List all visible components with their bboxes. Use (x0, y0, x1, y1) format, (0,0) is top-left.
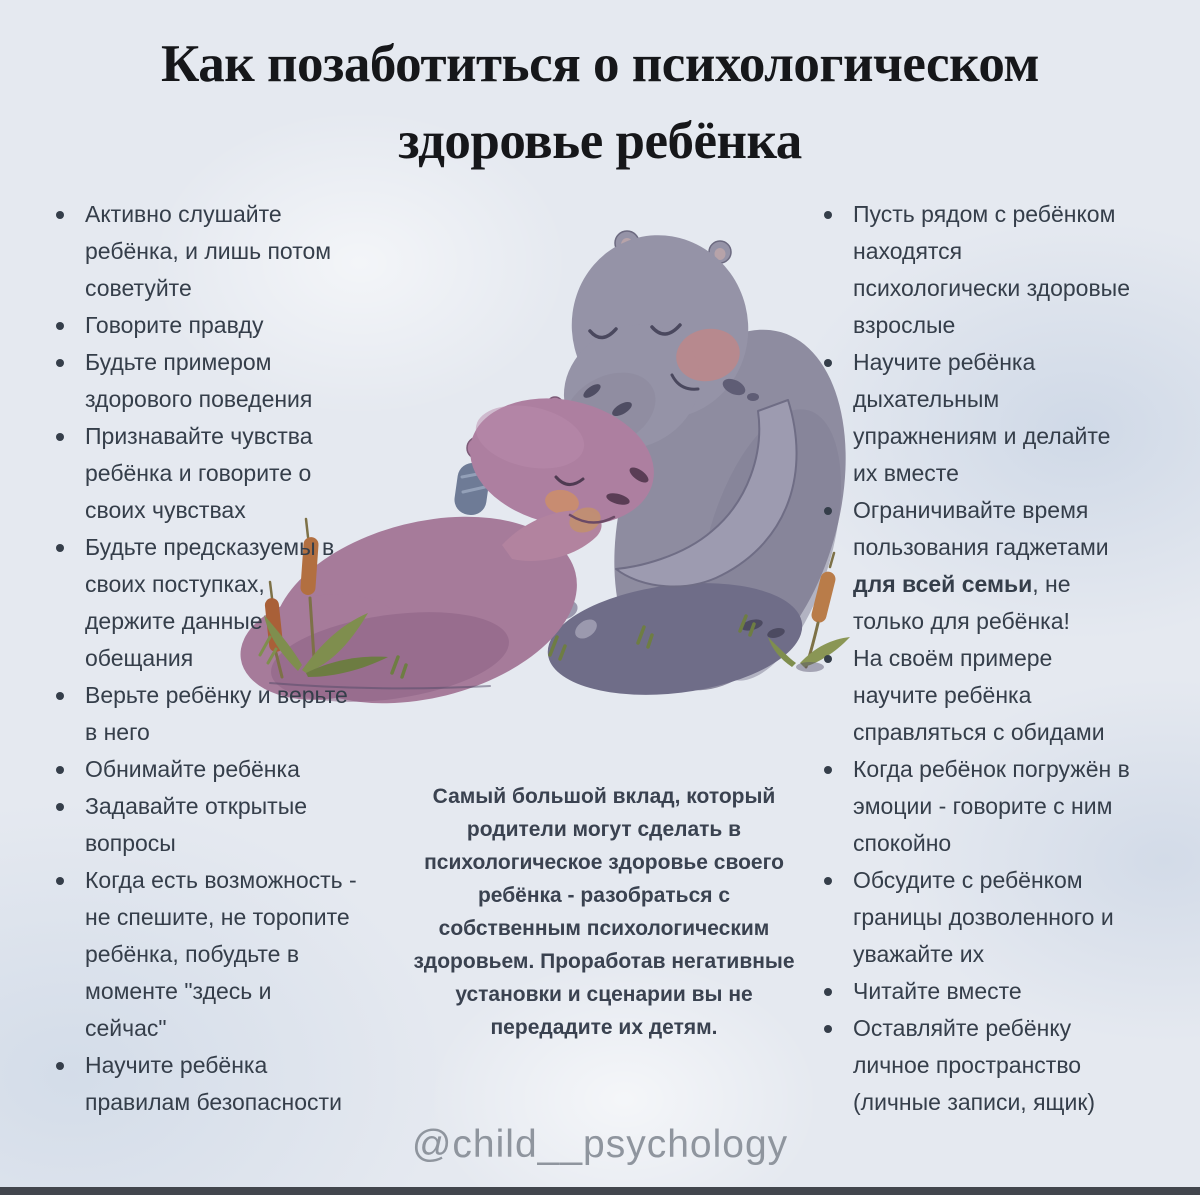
list-item (52, 344, 357, 418)
list-item-text (853, 497, 1109, 634)
list-item (52, 529, 357, 677)
right-tips-list (820, 196, 1130, 1121)
bullet-dot (824, 766, 832, 774)
list-item-text: Пусть рядом с ребёнком находятся психологически здоровые взрослые (853, 201, 1130, 338)
list-item (52, 307, 357, 344)
list-item-text: На своём примере научите ребёнка справляться с обидами (853, 645, 1105, 745)
list-item (820, 640, 1130, 751)
bullet-dot (56, 1062, 64, 1070)
list-item (52, 788, 357, 862)
list-item-text: Когда есть возможность - не спешите, не торопите ребёнка, побудьте в моменте "здесь и сейчас" (85, 867, 357, 1041)
list-item-text: Научите ребёнка дыхательным упражнениям и делайте их вместе (853, 349, 1111, 486)
title-line-1: Как позаботиться о психологическом (160, 35, 1040, 93)
bullet-dot (824, 877, 832, 885)
bullet-dot (56, 544, 64, 552)
bullet-dot (824, 507, 832, 515)
account-handle: @child__psychology (411, 1123, 789, 1166)
left-tips-list (52, 196, 357, 1121)
list-item (52, 196, 357, 307)
bullet-dot (824, 988, 832, 996)
list-item-text: Верьте ребёнку и верьте в него (85, 682, 348, 745)
bottom-bar (0, 1187, 1200, 1195)
list-item (52, 862, 357, 1047)
bullet-dot (56, 433, 64, 441)
list-item-text: Будьте предсказуемы в своих поступках, держите данные обещания (85, 534, 335, 671)
bullet-dot (56, 766, 64, 774)
list-item-text: Задавайте открытые вопросы (85, 793, 308, 856)
list-item-text: Признавайте чувства ребёнка и говорите о своих чувствах (85, 423, 313, 523)
page-title (0, 26, 1200, 180)
title-line-2: здоровье ребёнка (398, 112, 802, 170)
list-item-text: Говорите правду (85, 312, 264, 338)
bullet-dot (824, 655, 832, 663)
list-item-text-prefix: Ограничивайте время пользования гаджетами (853, 497, 1109, 560)
list-item (820, 862, 1130, 973)
bullet-dot (56, 322, 64, 330)
bullet-dot (56, 211, 64, 219)
bullet-dot (56, 877, 64, 885)
list-item-text: Научите ребёнка правилам безопасности (85, 1052, 342, 1115)
bullet-dot (56, 692, 64, 700)
list-item (52, 677, 357, 751)
list-item (52, 751, 357, 788)
list-item (820, 196, 1130, 344)
bullet-dot (824, 359, 832, 367)
list-item (820, 973, 1130, 1010)
list-item (52, 1047, 357, 1121)
center-note: Самый большой вклад, который родители могут сделать в психологическое здоровье своего ребёнка - разобраться с собственным психологическим здоровьем. Проработав негативные установки и сценарии вы не передадите их детям. (413, 785, 795, 1039)
list-item-text-suffix: , не только для ребёнка! (853, 571, 1071, 634)
list-item-text-bold: для всей семьи (853, 571, 1033, 597)
list-item-text: Оставляйте ребёнку личное пространство (личные записи, ящик) (853, 1015, 1096, 1115)
list-item (820, 751, 1130, 862)
bullet-dot (824, 211, 832, 219)
list-item (820, 344, 1130, 492)
list-item-text: Обсудите с ребёнком границы дозволенного и уважайте их (853, 867, 1114, 967)
list-item-text: Будьте примером здорового поведения (85, 349, 313, 412)
bullet-dot (824, 1025, 832, 1033)
bullet-dot (56, 803, 64, 811)
list-item-text: Обнимайте ребёнка (85, 756, 300, 782)
list-item-text: Активно слушайте ребёнка, и лишь потом советуйте (85, 201, 332, 301)
list-item (820, 492, 1130, 640)
list-item (52, 418, 357, 529)
list-item-text: Читайте вместе (853, 978, 1022, 1004)
list-item (820, 1010, 1130, 1121)
bullet-dot (56, 359, 64, 367)
list-item-text: Когда ребёнок погружён в эмоции - говорите с ним спокойно (853, 756, 1130, 856)
